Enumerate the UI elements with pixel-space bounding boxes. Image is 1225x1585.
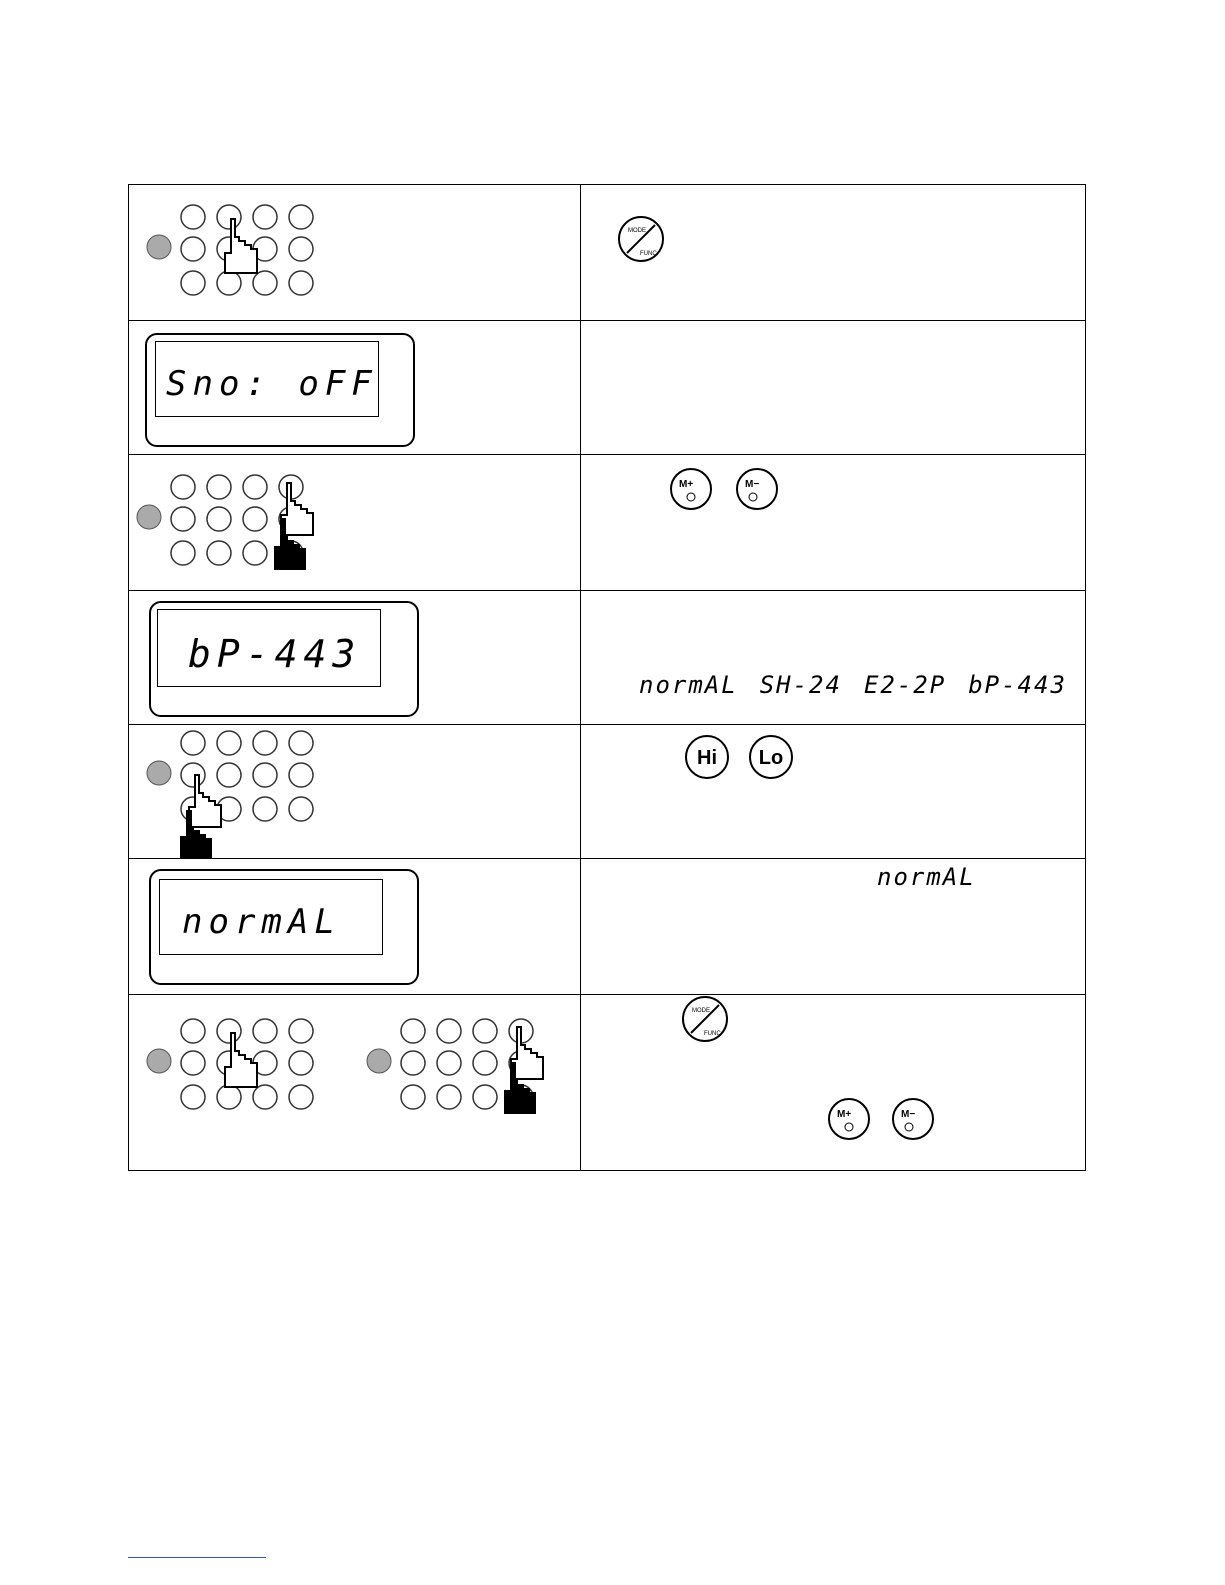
keypad-illustration — [143, 725, 343, 859]
table-row — [129, 455, 1085, 591]
instruction-cell — [581, 185, 1085, 320]
power-button-icon — [147, 235, 171, 259]
inline-display-normal: normAL — [877, 863, 976, 891]
keypad-cell — [129, 455, 580, 590]
option-e22p: E2-2P — [863, 671, 947, 699]
keypad-illustration — [143, 199, 343, 319]
option-normal: normAL — [639, 671, 738, 699]
table-row — [129, 321, 1085, 455]
power-button-icon — [147, 1049, 171, 1073]
table-row — [129, 725, 1085, 859]
keypad-cell — [129, 995, 580, 1172]
instruction-table — [128, 184, 1086, 1171]
display-cell — [129, 591, 580, 724]
mode-options — [639, 671, 1067, 699]
display-text: bP-443 — [188, 632, 362, 676]
lcd-display — [149, 601, 419, 717]
power-button-icon — [137, 505, 161, 529]
display-text: normAL — [182, 902, 341, 942]
svg-text:M−: M− — [901, 1109, 916, 1120]
display-cell — [129, 859, 580, 994]
display-cell — [129, 321, 580, 454]
svg-text:M−: M− — [745, 479, 760, 490]
mode-func-key-icon — [617, 215, 667, 265]
lo-key-icon — [747, 733, 797, 783]
lcd-display — [149, 869, 419, 985]
hi-key-icon — [683, 733, 733, 783]
m-plus-key-icon — [669, 467, 717, 515]
display-text: Sno: oFF — [166, 364, 378, 404]
lcd-display — [145, 333, 415, 447]
m-plus-key-icon — [827, 1097, 875, 1145]
instruction-cell — [581, 321, 1085, 454]
keypad-illustration — [133, 469, 333, 599]
svg-text:M+: M+ — [837, 1109, 852, 1120]
option-sh24: SH-24 — [759, 671, 842, 699]
m-minus-key-icon — [891, 1097, 939, 1145]
mode-func-key-icon — [681, 995, 731, 1045]
instruction-cell — [581, 725, 1085, 858]
table-row — [129, 185, 1085, 321]
keypad-cell — [129, 185, 580, 320]
instruction-cell — [581, 859, 1085, 994]
power-button-icon — [367, 1049, 391, 1073]
keypad-illustration — [363, 1013, 563, 1143]
keypad-illustration — [143, 1013, 343, 1133]
svg-text:FUNC: FUNC — [640, 251, 657, 257]
instruction-cell — [581, 591, 1085, 724]
table-row — [129, 995, 1085, 1172]
svg-text:FUNC: FUNC — [704, 1031, 721, 1037]
instruction-cell — [581, 455, 1085, 590]
table-row — [129, 859, 1085, 995]
power-button-icon — [147, 761, 171, 785]
svg-text:MODE: MODE — [692, 1008, 710, 1014]
instruction-cell — [581, 995, 1085, 1172]
footnote-rule — [128, 1557, 266, 1558]
svg-text:Hi: Hi — [697, 747, 717, 769]
svg-text:MODE: MODE — [628, 228, 646, 234]
m-minus-key-icon — [735, 467, 783, 515]
svg-text:M+: M+ — [679, 479, 694, 490]
option-bp443: bP-443 — [968, 671, 1067, 699]
svg-text:Lo: Lo — [758, 747, 784, 769]
keypad-cell — [129, 725, 580, 858]
table-row — [129, 591, 1085, 725]
